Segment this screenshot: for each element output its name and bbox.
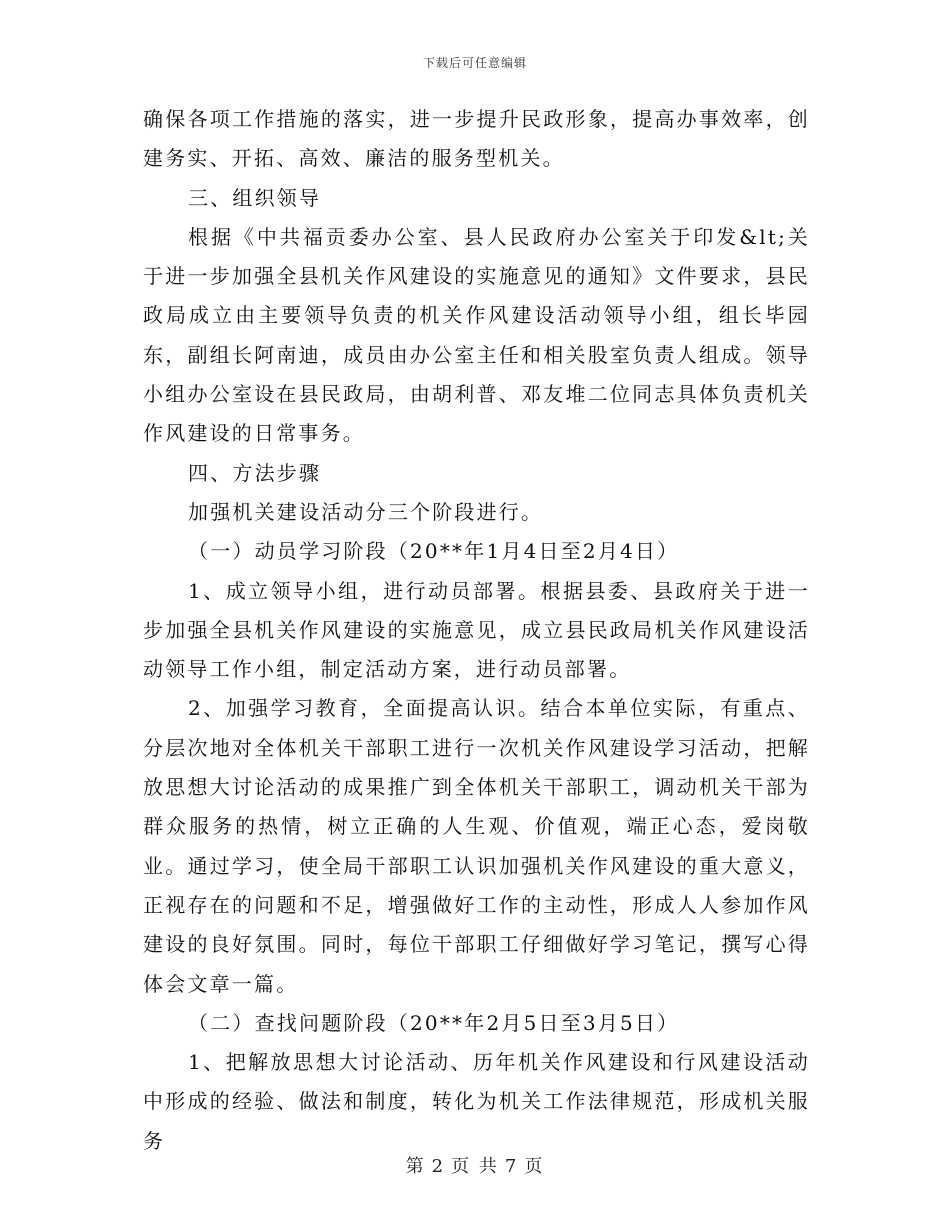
section-heading-method-steps: 四、方法步骤 <box>188 460 322 485</box>
paragraph-3: 根据《中共福贡委办公室、县人民政府办公室关于印发&lt;关于进一步加强全县机关作风建设的实施意见的通知》文件要求，县民政局成立由主要领导负责的机关作风建设活动领导小组，组长毕园东，副组长阿南迪，成员由办公室主任和相关股室负责人组成。领导小组办公室设在县民政局，由胡利普、邓友堆二位同志具体负责机关作风建设的日常事务。 <box>143 224 810 446</box>
paragraph-8: 2、加强学习教育，全面提高认识。结合本单位实际，有重点、分层次地对全体机关干部职工进行一次机关作风建设学习活动，把解放思想大讨论活动的成果推广到全体机关干部职工，调动机关干部为群众服务的热情，树立正确的人生观、价值观，端正心态，爱岗敬业。通过学习，使全局干部职工认识加强机关作风建设的重大意义，正视存在的问题和不足，增强做好工作的主动性，形成人人参加作风建设的良好氛围。同时，每位干部职工仔细做好学习笔记，撰写心得体会文章一篇。 <box>143 696 810 996</box>
page-footer <box>0 1152 950 1178</box>
stage-heading-mobilization: （一）动员学习阶段（20**年1月4日至2月4日） <box>188 539 680 564</box>
document-body <box>143 100 810 1161</box>
footer-middle: 页 共 <box>451 1156 499 1177</box>
footer-prefix: 第 <box>405 1156 426 1177</box>
section-heading-organization: 三、组织领导 <box>188 185 322 210</box>
stage-heading-find-problems: （二）查找问题阶段（20**年2月5日至3月5日） <box>188 1010 680 1035</box>
paragraph-10: 1、把解放思想大讨论活动、历年机关作风建设和行风建设活动中形成的经验、做法和制度，转化为机关工作法律规范，形成机关服务 <box>143 1050 810 1153</box>
footer-total-pages: 7 <box>504 1156 519 1177</box>
paragraph-7: 1、成立领导小组，进行动员部署。根据县委、县政府关于进一步加强全县机关作风建设的实施意见，成立县民政局机关作风建设活动领导工作小组，制定活动方案，进行动员部署。 <box>143 578 810 682</box>
page-header-note: 下载后可任意编辑 <box>422 56 527 70</box>
paragraph-1: 确保各项工作措施的落实，进一步提升民政形象，提高办事效率，创建务实、开拓、高效、廉洁的服务型机关。 <box>143 107 810 171</box>
paragraph-5: 加强机关建设活动分三个阶段进行。 <box>188 499 544 524</box>
footer-suffix: 页 <box>524 1156 545 1177</box>
footer-current-page: 2 <box>431 1156 446 1177</box>
